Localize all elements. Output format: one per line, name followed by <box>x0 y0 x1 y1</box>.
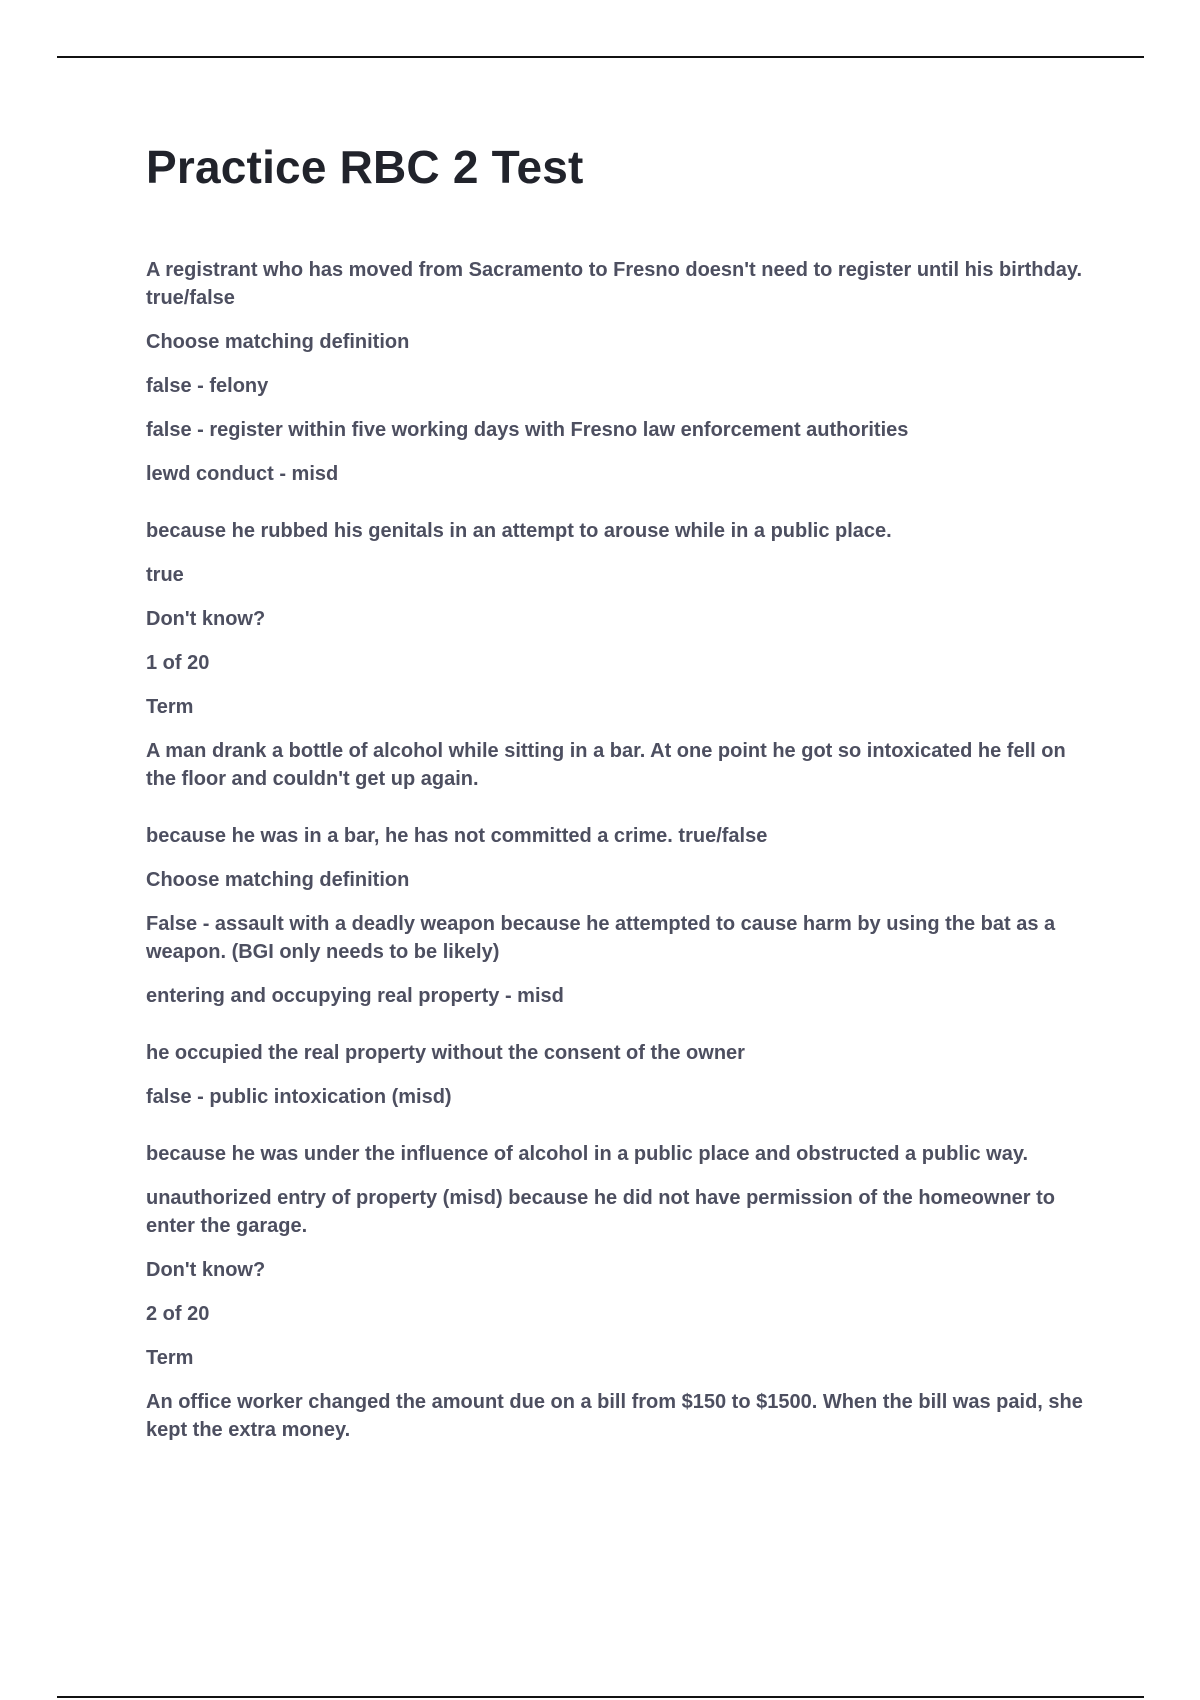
prompt-label: Choose matching definition <box>146 869 410 891</box>
page-title: Practice RBC 2 Test <box>146 141 584 193</box>
answer-option-cont: because he rubbed his genitals in an attempt to arouse while in a public place. <box>146 520 892 542</box>
question-text: An office worker changed the amount due on a bill from $150 to $1500. When the bill was paid, she kept the extra money. <box>146 1391 1083 1441</box>
dont-know-link: Don't know? <box>146 608 266 630</box>
answer-option-cont: because he was under the influence of alcohol in a public place and obstructed a public way. <box>146 1143 1029 1165</box>
question-counter: 2 of 20 <box>146 1303 210 1325</box>
answer-option: entering and occupying real property - misd <box>146 985 564 1007</box>
answer-option-cont: he occupied the real property without the consent of the owner <box>146 1042 745 1064</box>
question-counter: 1 of 20 <box>146 652 210 674</box>
dont-know-link: Don't know? <box>146 1259 266 1281</box>
question-text: A registrant who has moved from Sacramento to Fresno doesn't need to register until his birthday. true/false <box>146 259 1083 309</box>
question-text: A man drank a bottle of alcohol while sitting in a bar. At one point he got so intoxicated he fell on the floor and couldn't get up again. <box>146 740 1066 790</box>
document-body <box>146 256 1096 1444</box>
answer-option: false - felony <box>146 375 269 397</box>
top-rule <box>57 56 1144 58</box>
answer-option: unauthorized entry of property (misd) because he did not have permission of the homeowner to enter the garage. <box>146 1187 1055 1237</box>
answer-option: false - register within five working days with Fresno law enforcement authorities <box>146 419 909 441</box>
answer-option: lewd conduct - misd <box>146 463 339 485</box>
question-text-cont: because he was in a bar, he has not committed a crime. true/false <box>146 825 768 847</box>
answer-option: False - assault with a deadly weapon because he attempted to cause harm by using the bat as a weapon. (BGI only needs to be likely) <box>146 913 1056 963</box>
bottom-rule <box>57 1696 1144 1698</box>
term-label: Term <box>146 696 194 718</box>
answer-option: false - public intoxication (misd) <box>146 1086 452 1108</box>
prompt-label: Choose matching definition <box>146 331 410 353</box>
term-label: Term <box>146 1347 194 1369</box>
answer-option: true <box>146 564 184 586</box>
